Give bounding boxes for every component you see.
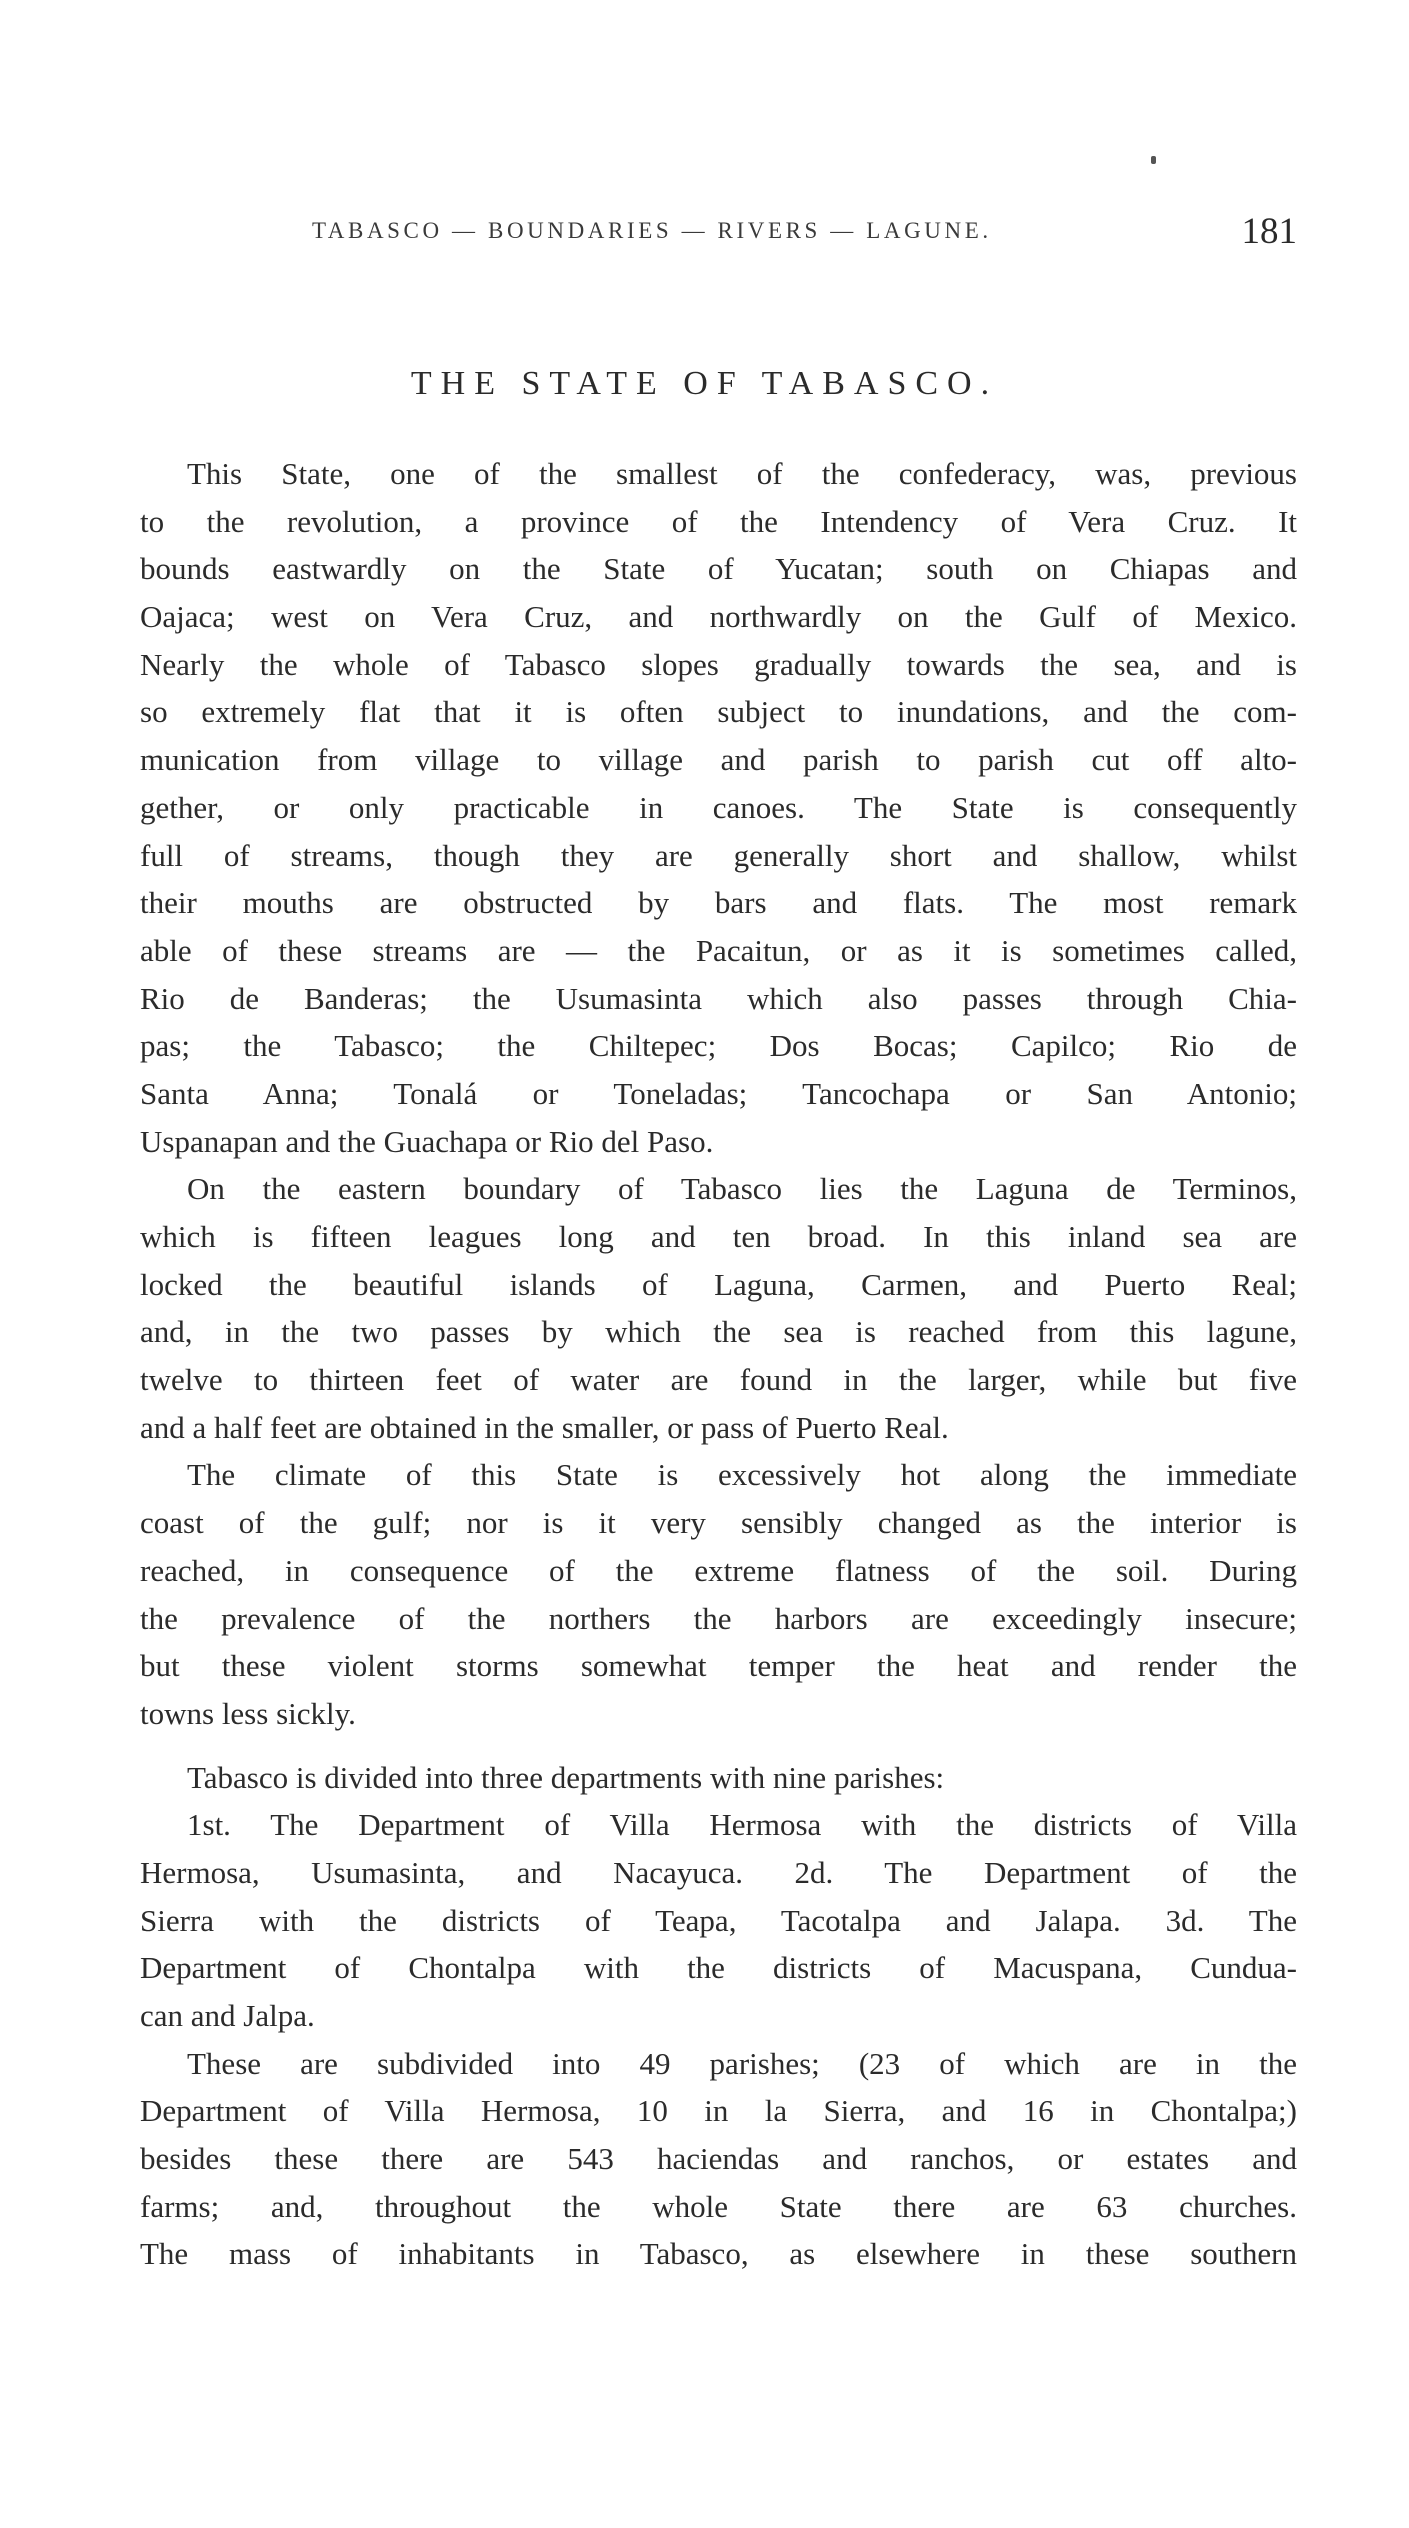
text-line: can and Jalpa. (140, 1998, 315, 2033)
text-line: pas; the Tabasco; the Chiltepec; Dos Bocas; Capilco; Rio de (140, 1028, 1297, 1064)
text-line: towns less sickly. (140, 1695, 356, 1731)
text-line: On the eastern boundary of Tabasco lies the Laguna de Terminos, (187, 1171, 1297, 1207)
text-line: munication from village to village and parish to parish cut off alto- (140, 742, 1297, 778)
text-line: bounds eastwardly on the State of Yucatan; south on Chiapas and (140, 551, 1297, 587)
text-line: locked the beautiful islands of Laguna, Carmen, and Puerto Real; (140, 1266, 1297, 1302)
text-line: to the revolution, a province of the Intendency of Vera Cruz. It (140, 503, 1297, 539)
paragraph (140, 1754, 1297, 1802)
text-line: This State, one of the smallest of the confederacy, was, previous (187, 456, 1297, 491)
text-line: their mouths are obstructed by bars and flats. The most remark (140, 885, 1297, 921)
text-line: Hermosa, Usumasinta, and Nacayuca. 2d. The Department of the (140, 1854, 1297, 1890)
text-line: besides these there are 543 haciendas and ranchos, or estates and (140, 2141, 1297, 2177)
text-line: gether, or only practicable in canoes. The State is consequently (140, 789, 1297, 825)
paragraph (140, 1165, 1297, 1451)
text-line: Sierra with the districts of Teapa, Tacotalpa and Jalapa. 3d. The (140, 1902, 1297, 1938)
text-line: Nearly the whole of Tabasco slopes gradually towards the sea, and is (140, 646, 1297, 682)
text-line: Rio de Banderas; the Usumasinta which also passes through Chia- (140, 980, 1297, 1016)
paragraph (140, 450, 1297, 1165)
text-line: coast of the gulf; nor is it very sensibly changed as the interior is (140, 1505, 1297, 1541)
text-line: but these violent storms somewhat temper the heat and render the (140, 1648, 1297, 1684)
text-line: so extremely flat that it is often subject to inundations, and the com- (140, 694, 1297, 730)
text-line: The climate of this State is excessively hot along the immediate (187, 1457, 1297, 1493)
text-line: Department of Villa Hermosa, 10 in la Sierra, and 16 in Chontalpa;) (140, 2093, 1297, 2129)
page-header (312, 210, 1297, 260)
page-number: 181 (1241, 211, 1297, 252)
text-line: and a half feet are obtained in the smaller, or pass of Puerto Real. (140, 1409, 949, 1445)
paragraph (140, 2040, 1297, 2278)
text-line: which is fifteen leagues long and ten broad. In this inland sea are (140, 1219, 1297, 1254)
text-line: 1st. The Department of Villa Hermosa with the districts of Villa (187, 1807, 1297, 1843)
text-line: Tabasco is divided into three departments with nine parishes: (187, 1759, 945, 1795)
text-line: full of streams, though they are generally short and shallow, whilst (140, 837, 1297, 873)
text-line: Department of Chontalpa with the districts of Macuspana, Cundua- (140, 1950, 1297, 1986)
text-line: the prevalence of the northers the harbors are exceedingly insecure; (140, 1600, 1297, 1636)
text-line: reached, in consequence of the extreme flatness of the soil. During (140, 1552, 1297, 1588)
chapter-title: THE STATE OF TABASCO. (410, 365, 999, 402)
text-line: twelve to thirteen feet of water are found in the larger, while but five (140, 1362, 1297, 1398)
text-line: Uspanapan and the Guachapa or Rio del Paso. (140, 1123, 714, 1159)
paragraph (140, 1451, 1297, 1737)
body-text (140, 450, 1297, 2278)
text-line: and, in the two passes by which the sea is reached from this lagune, (140, 1314, 1297, 1350)
paragraph-gap (140, 1738, 1297, 1754)
text-line: Santa Anna; Tonalá or Toneladas; Tancochapa or San Antonio; (140, 1075, 1297, 1111)
text-line: The mass of inhabitants in Tabasco, as elsewhere in these southern (140, 2236, 1297, 2272)
paragraph (140, 1801, 1297, 2039)
text-line: Oajaca; west on Vera Cruz, and northwardly on the Gulf of Mexico. (140, 599, 1297, 635)
running-head: TABASCO — BOUNDARIES — RIVERS — LAGUNE. (312, 218, 992, 243)
text-line: These are subdivided into 49 parishes; (23 of which are in the (187, 2045, 1297, 2081)
text-line: able of these streams are — the Pacaitun, or as it is sometimes called, (140, 932, 1297, 968)
ink-speck (1151, 156, 1156, 164)
text-line: farms; and, throughout the whole State there are 63 churches. (140, 2188, 1297, 2224)
